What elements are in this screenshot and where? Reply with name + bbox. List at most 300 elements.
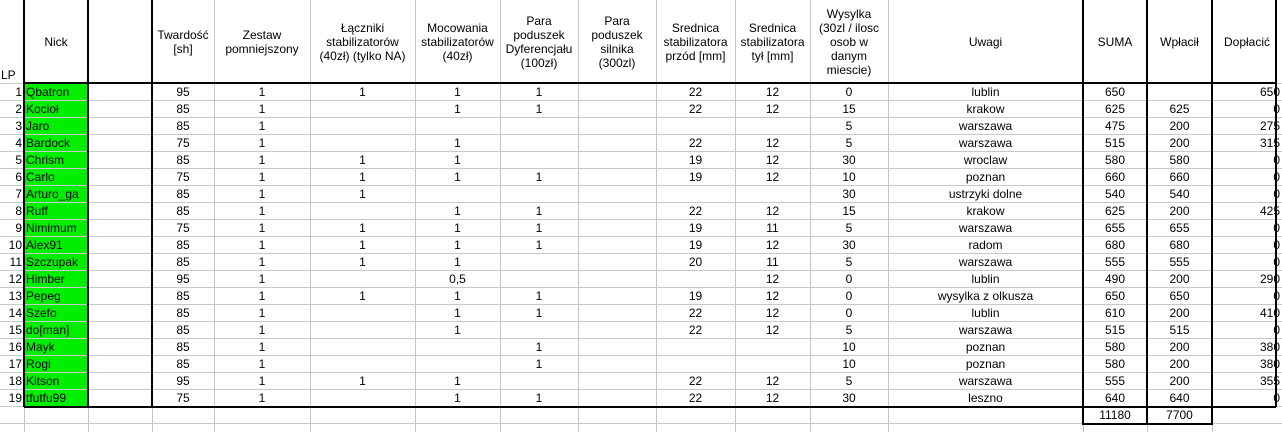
cell-mocowania[interactable]: 1 xyxy=(454,204,461,218)
cell-wplacil[interactable]: 655 xyxy=(1169,221,1190,235)
cell-uwagi[interactable]: warszawa xyxy=(958,221,1013,235)
cell-uwagi[interactable]: wysylka z olkusza xyxy=(937,289,1034,303)
cell-wplacil[interactable]: 200 xyxy=(1169,306,1190,320)
cell-para-silnika[interactable] xyxy=(578,135,656,152)
cell-mocowania[interactable] xyxy=(415,186,500,203)
header-suma[interactable] xyxy=(1083,0,1147,83)
cell-laczniki[interactable] xyxy=(310,135,415,152)
cell-blank[interactable] xyxy=(88,271,152,288)
cell-para-dyferencjalu[interactable]: 1 xyxy=(535,357,543,371)
cell-twardosc[interactable]: 95 xyxy=(176,374,190,388)
cell-srednica-przod[interactable]: 22 xyxy=(688,85,703,99)
cell-doplacic[interactable]: 290 xyxy=(1259,272,1280,286)
cell-mocowania[interactable]: 0,5 xyxy=(449,272,466,286)
cell-para-silnika[interactable] xyxy=(578,356,656,373)
cell-nick[interactable]: Szefo xyxy=(24,305,87,321)
cell-srednica-tyl[interactable]: 12 xyxy=(765,391,780,405)
cell-lp[interactable]: 7 xyxy=(15,187,22,201)
cell-srednica-przod[interactable] xyxy=(656,339,735,356)
cell-uwagi[interactable]: warszawa xyxy=(958,136,1013,150)
header-lp[interactable] xyxy=(0,0,24,83)
cell-lp[interactable]: 17 xyxy=(8,357,22,371)
cell-uwagi[interactable]: poznan xyxy=(965,340,1006,354)
cell-nick[interactable]: Himber xyxy=(24,271,87,287)
cell-para-silnika[interactable] xyxy=(578,373,656,390)
cell-laczniki[interactable]: 1 xyxy=(359,85,366,99)
cell-srednica-tyl[interactable]: 12 xyxy=(765,136,780,150)
cell-para-dyferencjalu[interactable]: 1 xyxy=(535,238,543,252)
cell-srednica-przod[interactable]: 22 xyxy=(688,374,703,388)
cell-wplacil[interactable]: 660 xyxy=(1169,170,1190,184)
cell-wplacil[interactable]: 555 xyxy=(1169,255,1190,269)
cell-lp[interactable]: 13 xyxy=(8,289,22,303)
cell-nick[interactable]: Pepeg xyxy=(24,288,87,304)
cell-doplacic[interactable]: 410 xyxy=(1259,306,1280,320)
cell-srednica-przod[interactable] xyxy=(656,118,735,135)
cell-srednica-przod[interactable]: 19 xyxy=(688,170,703,184)
cell-uwagi[interactable]: krakow xyxy=(966,102,1005,116)
cell-lp[interactable]: 5 xyxy=(15,153,22,167)
cell-uwagi[interactable]: leszno xyxy=(968,391,1003,405)
cell-wysylka[interactable]: 0 xyxy=(845,306,853,320)
cell-mocowania[interactable] xyxy=(415,339,500,356)
cell-para-silnika[interactable] xyxy=(578,152,656,169)
cell-mocowania[interactable]: 1 xyxy=(454,306,461,320)
cell-suma[interactable]: 555 xyxy=(1104,255,1126,269)
cell-twardosc[interactable]: 85 xyxy=(176,357,190,371)
cell-blank[interactable] xyxy=(88,339,152,356)
cell-srednica-tyl[interactable]: 12 xyxy=(765,289,780,303)
cell-laczniki[interactable]: 1 xyxy=(359,153,366,167)
cell-srednica-tyl[interactable] xyxy=(735,356,810,373)
cell-wplacil[interactable]: 680 xyxy=(1169,238,1190,252)
header-wysylka[interactable] xyxy=(810,0,888,83)
cell-doplacic[interactable]: 355 xyxy=(1259,374,1280,388)
cell-blank[interactable] xyxy=(88,203,152,220)
cell-twardosc[interactable]: 75 xyxy=(176,391,190,405)
cell-laczniki[interactable]: 1 xyxy=(359,255,366,269)
cell-wplacil[interactable]: 200 xyxy=(1169,204,1190,218)
cell-para-silnika[interactable] xyxy=(578,305,656,322)
cell-suma[interactable]: 660 xyxy=(1104,170,1126,184)
cell-zestaw[interactable]: 1 xyxy=(258,238,266,252)
cell-lp[interactable]: 4 xyxy=(15,136,22,150)
cell-laczniki[interactable]: 1 xyxy=(359,170,366,184)
cell-uwagi[interactable]: wroclaw xyxy=(963,153,1008,167)
cell-laczniki[interactable]: 1 xyxy=(359,238,366,252)
cell-wysylka[interactable]: 5 xyxy=(845,136,853,150)
cell-srednica-tyl[interactable]: 12 xyxy=(765,306,780,320)
cell-suma[interactable]: 640 xyxy=(1104,391,1126,405)
cell-wplacil[interactable]: 580 xyxy=(1169,153,1190,167)
cell-nick[interactable]: Bardock xyxy=(24,135,87,151)
cell-lp[interactable]: 18 xyxy=(8,374,22,388)
cell-nick[interactable]: Kocioł xyxy=(24,101,87,117)
cell-mocowania[interactable] xyxy=(415,118,500,135)
header-para-silnika[interactable] xyxy=(578,0,656,83)
cell-zestaw[interactable]: 1 xyxy=(258,187,266,201)
cell-doplacic[interactable]: 0 xyxy=(1273,323,1280,337)
cell-blank[interactable] xyxy=(88,186,152,203)
cell-zestaw[interactable]: 1 xyxy=(258,340,266,354)
cell-para-silnika[interactable] xyxy=(578,322,656,339)
cell-doplacic[interactable]: 0 xyxy=(1273,391,1280,405)
cell-twardosc[interactable]: 85 xyxy=(176,102,190,116)
cell-nick[interactable]: Mayk xyxy=(24,339,87,355)
cell-lp[interactable]: 16 xyxy=(8,340,22,354)
cell-lp[interactable]: 12 xyxy=(8,272,22,286)
cell-laczniki[interactable] xyxy=(310,203,415,220)
cell-srednica-przod[interactable]: 19 xyxy=(688,238,703,252)
cell-srednica-przod[interactable]: 19 xyxy=(688,289,703,303)
cell-blank[interactable] xyxy=(88,288,152,305)
cell-mocowania[interactable]: 1 xyxy=(454,323,461,337)
cell-para-dyferencjalu[interactable] xyxy=(500,135,578,152)
cell-suma[interactable]: 610 xyxy=(1104,306,1126,320)
cell-lp[interactable]: 9 xyxy=(15,221,22,235)
cell-zestaw[interactable]: 1 xyxy=(258,204,266,218)
cell-para-dyferencjalu[interactable]: 1 xyxy=(535,170,543,184)
cell-laczniki[interactable] xyxy=(310,101,415,118)
cell-suma[interactable]: 490 xyxy=(1104,272,1126,286)
cell-blank[interactable] xyxy=(88,322,152,339)
header-nick[interactable] xyxy=(24,0,88,83)
cell-wysylka[interactable]: 0 xyxy=(845,289,853,303)
cell-para-dyferencjalu[interactable]: 1 xyxy=(535,391,543,405)
cell-lp[interactable]: 11 xyxy=(9,255,22,269)
cell-wysylka[interactable]: 5 xyxy=(845,221,853,235)
cell-para-dyferencjalu[interactable] xyxy=(500,322,578,339)
cell-wysylka[interactable]: 0 xyxy=(845,272,853,286)
cell-para-dyferencjalu[interactable] xyxy=(500,186,578,203)
cell-zestaw[interactable]: 1 xyxy=(258,119,266,133)
cell-twardosc[interactable]: 75 xyxy=(176,221,190,235)
cell-blank[interactable] xyxy=(88,84,152,101)
cell-uwagi[interactable]: lublin xyxy=(971,272,1000,286)
cell-wysylka[interactable]: 5 xyxy=(845,374,853,388)
cell-doplacic[interactable]: 0 xyxy=(1273,153,1280,167)
cell-lp[interactable]: 8 xyxy=(15,204,22,218)
cell-para-dyferencjalu[interactable] xyxy=(500,373,578,390)
cell-para-dyferencjalu[interactable]: 1 xyxy=(535,289,543,303)
cell-wysylka[interactable]: 30 xyxy=(842,187,856,201)
cell-mocowania[interactable]: 1 xyxy=(454,391,461,405)
cell-laczniki[interactable] xyxy=(310,118,415,135)
cell-nick[interactable]: Arturo_ga xyxy=(24,186,87,202)
cell-doplacic[interactable]: 0 xyxy=(1273,238,1280,252)
cell-nick[interactable]: do[man] xyxy=(24,322,87,338)
cell-srednica-tyl[interactable]: 11 xyxy=(766,255,779,269)
cell-wysylka[interactable]: 5 xyxy=(845,119,853,133)
cell-srednica-tyl[interactable]: 12 xyxy=(765,153,780,167)
cell-zestaw[interactable]: 1 xyxy=(258,272,266,286)
cell-mocowania[interactable]: 1 xyxy=(454,221,461,235)
cell-para-dyferencjalu[interactable]: 1 xyxy=(535,85,543,99)
cell-mocowania[interactable]: 1 xyxy=(454,238,461,252)
cell-srednica-przod[interactable]: 22 xyxy=(688,391,703,405)
cell-uwagi[interactable]: warszawa xyxy=(958,323,1013,337)
cell-uwagi[interactable]: radom xyxy=(968,238,1003,252)
cell-srednica-przod[interactable]: 22 xyxy=(688,323,703,337)
cell-mocowania[interactable]: 1 xyxy=(454,153,461,167)
cell-srednica-tyl[interactable] xyxy=(735,339,810,356)
cell-zestaw[interactable]: 1 xyxy=(258,323,266,337)
cell-twardosc[interactable]: 85 xyxy=(176,153,190,167)
cell-wysylka[interactable]: 15 xyxy=(842,102,856,116)
cell-mocowania[interactable]: 1 xyxy=(454,170,461,184)
cell-suma[interactable]: 625 xyxy=(1104,102,1126,116)
header-doplacic[interactable] xyxy=(1212,0,1282,83)
cell-wysylka[interactable]: 15 xyxy=(842,204,856,218)
cell-wysylka[interactable]: 5 xyxy=(845,323,853,337)
cell-srednica-tyl[interactable]: 12 xyxy=(765,374,780,388)
cell-laczniki[interactable] xyxy=(310,339,415,356)
cell-uwagi[interactable]: warszawa xyxy=(958,119,1013,133)
cell-suma[interactable]: 655 xyxy=(1104,221,1126,235)
cell-doplacic[interactable]: 315 xyxy=(1259,136,1280,150)
cell-uwagi[interactable]: lublin xyxy=(971,306,1000,320)
cell-suma[interactable]: 540 xyxy=(1104,187,1126,201)
cell-twardosc[interactable]: 85 xyxy=(176,289,190,303)
cell-laczniki[interactable] xyxy=(310,390,415,407)
cell-suma[interactable]: 475 xyxy=(1104,119,1126,133)
cell-para-dyferencjalu[interactable]: 1 xyxy=(535,306,543,320)
cell-blank[interactable] xyxy=(88,135,152,152)
cell-laczniki[interactable] xyxy=(310,305,415,322)
cell-mocowania[interactable]: 1 xyxy=(454,374,461,388)
cell-blank[interactable] xyxy=(88,237,152,254)
cell-nick[interactable]: Rogi xyxy=(24,356,87,372)
cell-srednica-przod[interactable] xyxy=(656,271,735,288)
cell-suma[interactable]: 650 xyxy=(1104,289,1126,303)
cell-doplacic[interactable]: 0 xyxy=(1273,187,1280,201)
cell-srednica-przod[interactable] xyxy=(656,186,735,203)
cell-zestaw[interactable]: 1 xyxy=(258,153,266,167)
cell-suma[interactable]: 650 xyxy=(1104,85,1126,99)
cell-nick[interactable]: Chrism xyxy=(24,152,87,168)
cell-doplacic[interactable]: 0 xyxy=(1273,102,1280,116)
cell-para-silnika[interactable] xyxy=(578,186,656,203)
cell-wplacil[interactable]: 650 xyxy=(1169,289,1190,303)
header-blank[interactable] xyxy=(88,0,152,83)
cell-para-silnika[interactable] xyxy=(578,203,656,220)
cell-wplacil[interactable]: 200 xyxy=(1169,340,1190,354)
cell-laczniki[interactable]: 1 xyxy=(359,374,366,388)
header-mocowania[interactable] xyxy=(415,0,500,83)
cell-para-silnika[interactable] xyxy=(578,254,656,271)
cell-para-silnika[interactable] xyxy=(578,101,656,118)
cell-wysylka[interactable]: 10 xyxy=(842,170,856,184)
cell-para-silnika[interactable] xyxy=(578,237,656,254)
cell-blank[interactable] xyxy=(88,118,152,135)
cell-para-dyferencjalu[interactable] xyxy=(500,254,578,271)
cell-srednica-przod[interactable]: 22 xyxy=(688,136,703,150)
cell-zestaw[interactable]: 1 xyxy=(258,374,266,388)
cell-srednica-tyl[interactable] xyxy=(735,186,810,203)
cell-suma[interactable]: 580 xyxy=(1104,153,1126,167)
cell-srednica-tyl[interactable]: 11 xyxy=(766,221,779,235)
cell-blank[interactable] xyxy=(88,152,152,169)
cell-para-silnika[interactable] xyxy=(578,220,656,237)
cell-para-silnika[interactable] xyxy=(578,390,656,407)
cell-zestaw[interactable]: 1 xyxy=(258,102,266,116)
total-wplacil[interactable]: 7700 xyxy=(1166,408,1193,422)
cell-srednica-przod[interactable]: 20 xyxy=(688,255,703,269)
cell-doplacic[interactable]: 425 xyxy=(1259,204,1280,218)
cell-twardosc[interactable]: 95 xyxy=(176,272,190,286)
cell-blank[interactable] xyxy=(88,305,152,322)
cell-srednica-tyl[interactable]: 12 xyxy=(765,170,780,184)
cell-nick[interactable]: Ruff xyxy=(24,203,87,219)
cell-nick[interactable]: Carlo xyxy=(24,169,87,185)
cell-zestaw[interactable]: 1 xyxy=(258,289,266,303)
cell-zestaw[interactable]: 1 xyxy=(258,306,266,320)
cell-wplacil[interactable]: 200 xyxy=(1169,357,1190,371)
cell-para-dyferencjalu[interactable]: 1 xyxy=(535,340,543,354)
cell-twardosc[interactable]: 85 xyxy=(176,323,190,337)
cell-twardosc[interactable]: 75 xyxy=(176,136,190,150)
cell-nick[interactable]: Kitson xyxy=(24,373,87,389)
cell-wysylka[interactable]: 30 xyxy=(842,153,856,167)
cell-blank[interactable] xyxy=(88,390,152,407)
cell-para-silnika[interactable] xyxy=(578,169,656,186)
cell-mocowania[interactable]: 1 xyxy=(454,289,461,303)
cell-srednica-tyl[interactable]: 12 xyxy=(765,238,780,252)
cell-suma[interactable]: 625 xyxy=(1104,204,1126,218)
cell-srednica-tyl[interactable]: 12 xyxy=(765,323,780,337)
cell-para-dyferencjalu[interactable]: 1 xyxy=(535,102,543,116)
cell-nick[interactable]: Jaro xyxy=(24,118,87,134)
header-srednica-przod[interactable] xyxy=(656,0,735,83)
cell-doplacic[interactable]: 275 xyxy=(1259,119,1280,133)
cell-mocowania[interactable]: 1 xyxy=(454,85,461,99)
cell-doplacic[interactable]: 0 xyxy=(1273,255,1280,269)
cell-wysylka[interactable]: 5 xyxy=(845,255,853,269)
cell-wplacil[interactable] xyxy=(1147,84,1212,101)
cell-doplacic[interactable]: 0 xyxy=(1273,289,1280,303)
cell-srednica-tyl[interactable]: 12 xyxy=(765,272,780,286)
cell-lp[interactable]: 6 xyxy=(15,170,22,184)
cell-twardosc[interactable]: 85 xyxy=(176,238,190,252)
cell-doplacic[interactable]: 0 xyxy=(1273,221,1280,235)
cell-lp[interactable]: 2 xyxy=(15,102,22,116)
cell-nick[interactable]: Alex91 xyxy=(24,237,87,253)
cell-blank[interactable] xyxy=(88,373,152,390)
cell-wysylka[interactable]: 10 xyxy=(842,357,856,371)
cell-srednica-tyl[interactable]: 12 xyxy=(765,102,780,116)
cell-lp[interactable]: 10 xyxy=(8,238,22,252)
cell-wysylka[interactable]: 0 xyxy=(845,85,853,99)
cell-doplacic[interactable]: 380 xyxy=(1259,340,1280,354)
header-wplacil[interactable] xyxy=(1147,0,1212,83)
cell-para-dyferencjalu[interactable] xyxy=(500,271,578,288)
cell-mocowania[interactable]: 1 xyxy=(454,136,461,150)
cell-uwagi[interactable]: lublin xyxy=(971,85,1000,99)
cell-wplacil[interactable]: 540 xyxy=(1169,187,1190,201)
cell-para-silnika[interactable] xyxy=(578,118,656,135)
cell-blank[interactable] xyxy=(88,356,152,373)
cell-srednica-przod[interactable] xyxy=(656,356,735,373)
cell-wplacil[interactable]: 625 xyxy=(1169,102,1190,116)
cell-twardosc[interactable]: 85 xyxy=(176,187,190,201)
cell-blank[interactable] xyxy=(88,169,152,186)
cell-srednica-przod[interactable]: 22 xyxy=(688,204,703,218)
header-para-dyferencjalu[interactable] xyxy=(500,0,578,83)
cell-lp[interactable]: 19 xyxy=(8,391,22,405)
cell-laczniki[interactable]: 1 xyxy=(359,221,366,235)
cell-zestaw[interactable]: 1 xyxy=(258,85,266,99)
cell-zestaw[interactable]: 1 xyxy=(258,357,266,371)
cell-suma[interactable]: 580 xyxy=(1104,340,1126,354)
cell-para-silnika[interactable] xyxy=(578,84,656,101)
cell-nick[interactable]: Szczupak xyxy=(24,254,87,270)
cell-laczniki[interactable]: 1 xyxy=(359,289,366,303)
cell-para-dyferencjalu[interactable] xyxy=(500,152,578,169)
cell-doplacic[interactable]: 380 xyxy=(1259,357,1280,371)
cell-wysylka[interactable]: 30 xyxy=(842,391,856,405)
cell-zestaw[interactable]: 1 xyxy=(258,221,266,235)
cell-para-dyferencjalu[interactable] xyxy=(500,118,578,135)
cell-doplacic[interactable]: 0 xyxy=(1273,170,1280,184)
cell-uwagi[interactable]: warszawa xyxy=(958,374,1013,388)
cell-suma[interactable]: 555 xyxy=(1104,374,1126,388)
cell-suma[interactable]: 580 xyxy=(1104,357,1126,371)
cell-suma[interactable]: 515 xyxy=(1104,136,1126,150)
cell-wplacil[interactable]: 200 xyxy=(1169,136,1190,150)
cell-wysylka[interactable]: 10 xyxy=(842,340,856,354)
cell-doplacic[interactable]: 650 xyxy=(1259,85,1280,99)
cell-lp[interactable]: 14 xyxy=(8,306,22,320)
header-uwagi[interactable] xyxy=(888,0,1083,83)
cell-suma[interactable]: 515 xyxy=(1104,323,1126,337)
cell-srednica-tyl[interactable]: 12 xyxy=(765,85,780,99)
total-suma[interactable]: 11180 xyxy=(1099,408,1131,422)
cell-zestaw[interactable]: 1 xyxy=(258,391,266,405)
cell-nick[interactable]: Qbatron xyxy=(24,84,87,100)
cell-suma[interactable]: 680 xyxy=(1104,238,1126,252)
cell-uwagi[interactable]: poznan xyxy=(965,170,1006,184)
cell-mocowania[interactable]: 1 xyxy=(454,255,461,269)
cell-mocowania[interactable] xyxy=(415,356,500,373)
cell-blank[interactable] xyxy=(88,101,152,118)
cell-para-silnika[interactable] xyxy=(578,339,656,356)
cell-twardosc[interactable]: 85 xyxy=(176,204,190,218)
cell-uwagi[interactable]: krakow xyxy=(966,204,1005,218)
cell-nick[interactable]: Nimimum xyxy=(24,220,87,236)
cell-twardosc[interactable]: 85 xyxy=(176,340,190,354)
cell-laczniki[interactable] xyxy=(310,356,415,373)
cell-laczniki[interactable] xyxy=(310,322,415,339)
cell-uwagi[interactable]: warszawa xyxy=(958,255,1013,269)
header-srednica-tyl[interactable] xyxy=(735,0,810,83)
cell-laczniki[interactable]: 1 xyxy=(359,187,366,201)
cell-wplacil[interactable]: 515 xyxy=(1169,323,1190,337)
header-zestaw[interactable] xyxy=(214,0,310,83)
cell-wplacil[interactable]: 200 xyxy=(1169,119,1190,133)
cell-blank[interactable] xyxy=(88,254,152,271)
cell-para-dyferencjalu[interactable]: 1 xyxy=(535,221,543,235)
cell-twardosc[interactable]: 85 xyxy=(176,255,190,269)
cell-wplacil[interactable]: 640 xyxy=(1169,391,1190,405)
cell-zestaw[interactable]: 1 xyxy=(258,170,266,184)
cell-srednica-przod[interactable]: 19 xyxy=(688,221,703,235)
cell-twardosc[interactable]: 85 xyxy=(176,119,190,133)
cell-blank[interactable] xyxy=(88,220,152,237)
header-twardosc[interactable] xyxy=(152,0,214,83)
cell-uwagi[interactable]: ustrzyki dolne xyxy=(948,187,1023,201)
cell-laczniki[interactable] xyxy=(310,271,415,288)
cell-twardosc[interactable]: 85 xyxy=(176,306,190,320)
